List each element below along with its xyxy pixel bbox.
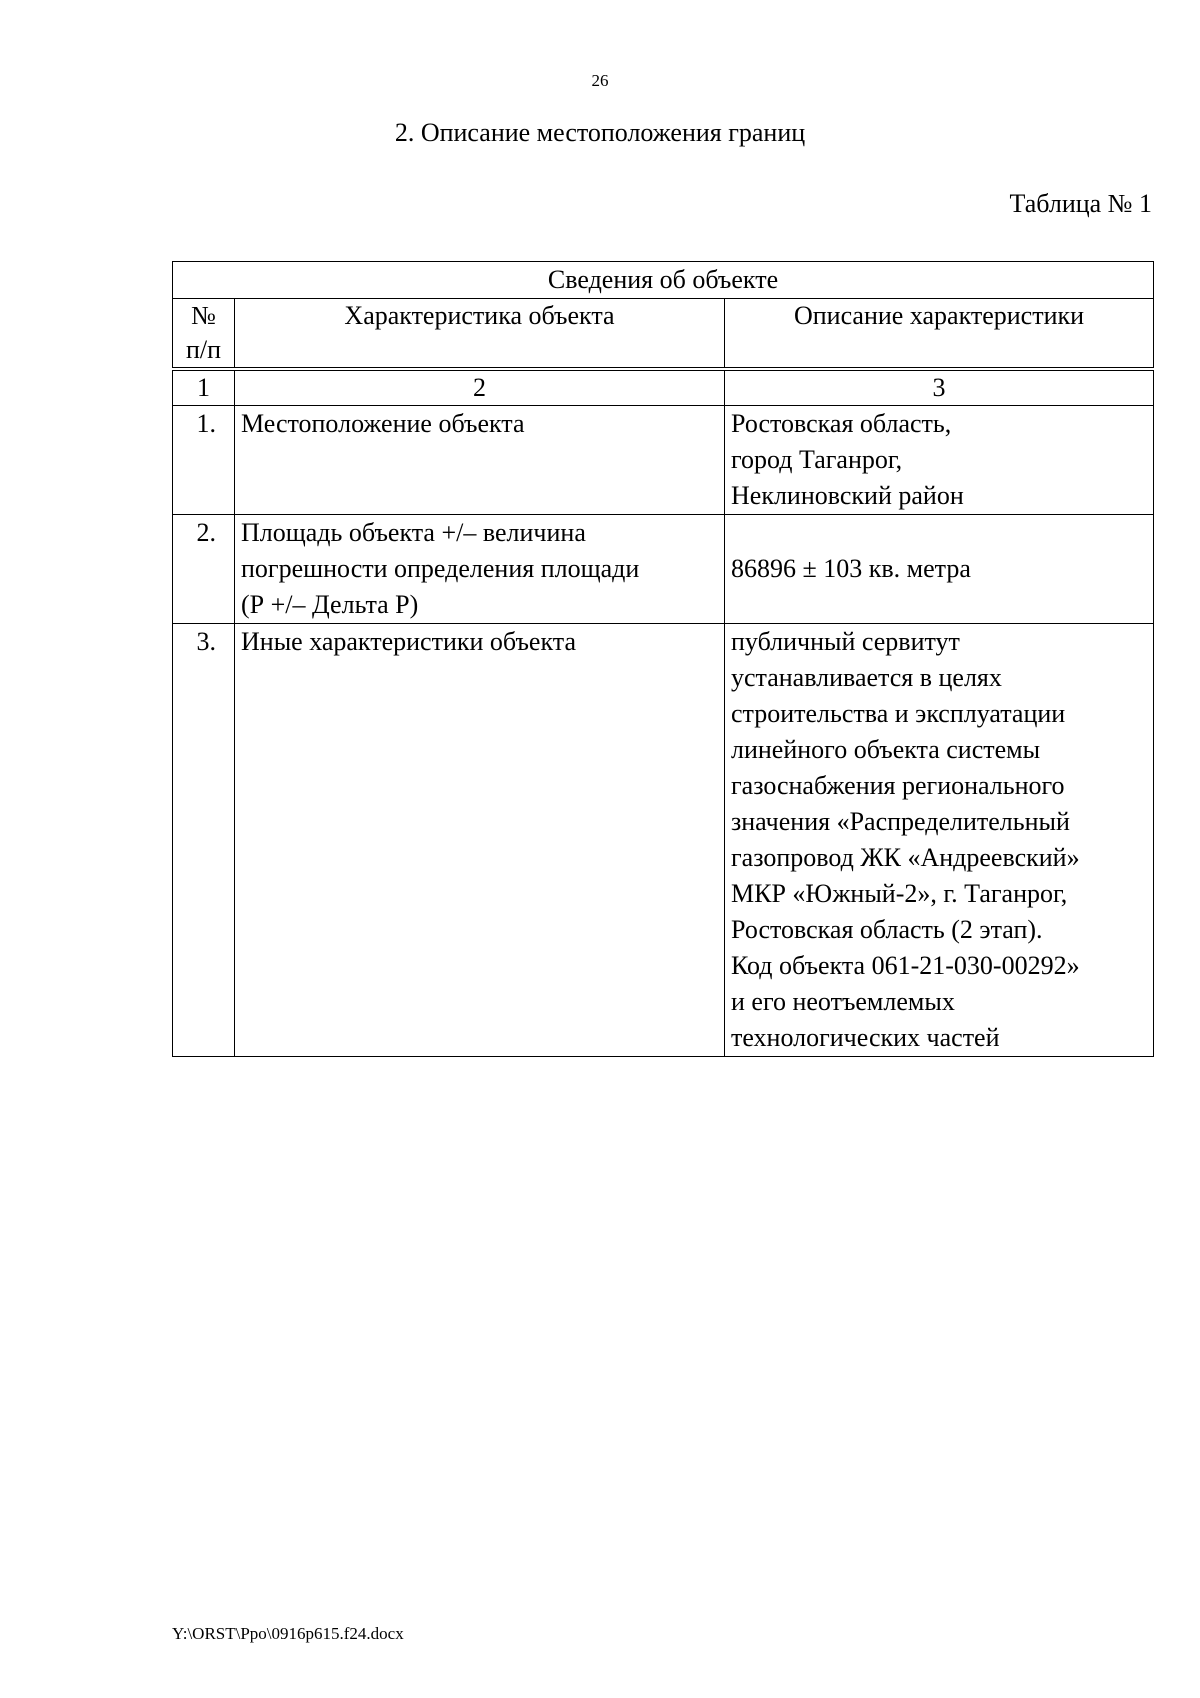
row-number: 3.	[173, 624, 235, 1057]
header-number: № п/п	[173, 299, 235, 370]
page-number: 26	[591, 71, 609, 90]
table-row	[173, 624, 1154, 1057]
table-title-row	[173, 262, 1154, 299]
object-info-table	[172, 261, 1154, 1057]
table-caption: Таблица № 1	[1009, 189, 1152, 218]
section-title: 2. Описание местоположения границ	[394, 118, 806, 147]
row-characteristic: Площадь объекта +/– величина погрешности определения площади (Р +/– Дельта Р)	[235, 515, 725, 624]
table-header-row	[173, 299, 1154, 370]
footer-file-path: Y:\ORST\Ppo\0916p615.f24.docx	[172, 1624, 404, 1643]
column-number: 1	[173, 369, 235, 406]
row-characteristic: Иные характеристики объекта	[235, 624, 725, 1057]
row-number: 2.	[173, 515, 235, 624]
table-row	[173, 515, 1154, 624]
column-number-row	[173, 369, 1154, 406]
row-description: Ростовская область, город Таганрог, Неклиновский район	[725, 406, 1154, 515]
column-number: 3	[725, 369, 1154, 406]
row-description: публичный сервитут устанавливается в целях строительства и эксплуатации линейного объекта системы газоснабжения регионального значения «Распределительный газопровод ЖК «Андреевский» МКР «Южный-2», г. Таганрог, Ростовская область (2 этап). Код объекта 061-21-030-00292» и его неотъемлемых технологических частей	[725, 624, 1154, 1057]
header-characteristic: Характеристика объекта	[235, 299, 725, 370]
row-characteristic: Местоположение объекта	[235, 406, 725, 515]
header-description: Описание характеристики	[725, 299, 1154, 370]
column-number: 2	[235, 369, 725, 406]
row-description: 86896 ± 103 кв. метра	[725, 515, 1154, 624]
table-row	[173, 406, 1154, 515]
table-title: Сведения об объекте	[173, 262, 1154, 299]
row-number: 1.	[173, 406, 235, 515]
